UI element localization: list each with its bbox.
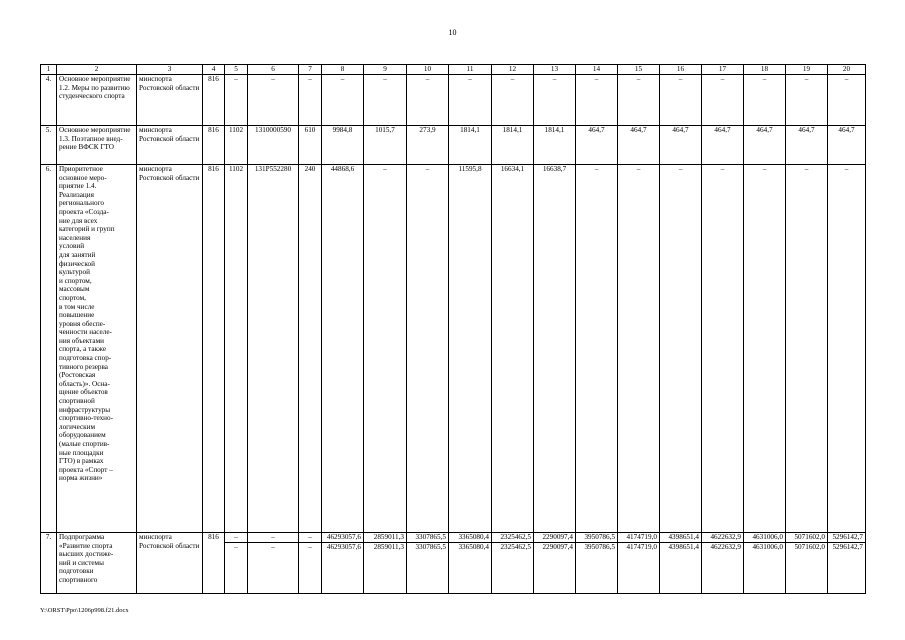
name-line: категорий и групп — [59, 225, 115, 234]
row-number: 4. — [41, 75, 57, 126]
value-cell: – — [322, 75, 364, 126]
page-number: 10 — [448, 28, 457, 37]
name-line: логическим — [59, 422, 96, 431]
column-header: 11 — [449, 65, 492, 75]
cell-vr: – — [299, 533, 322, 543]
value-cell: 4174719,0 — [618, 533, 660, 543]
value-cell: 2859011,3 — [364, 533, 407, 543]
name-line: щение объектов — [59, 388, 108, 397]
value-cell: 2325462,5 — [492, 533, 534, 543]
value-cell: – — [576, 165, 618, 533]
cell-grbs: 816 — [203, 165, 225, 533]
value-cell: – — [660, 75, 702, 126]
cell-csr: – — [248, 543, 299, 594]
value-cell: – — [702, 75, 744, 126]
cell-rzpr: 1102 — [225, 126, 248, 165]
name-line: ченности населе- — [59, 328, 112, 337]
value-cell: 2325462,5 — [492, 543, 534, 594]
name-line: ние для всех — [59, 216, 98, 225]
value-cell: – — [534, 75, 576, 126]
name-line: приятие 1.4. — [59, 182, 97, 191]
column-header: 6 — [248, 65, 299, 75]
cell-grbs: 816 — [203, 533, 225, 594]
value-cell: 464,7 — [576, 126, 618, 165]
column-header: 7 — [299, 65, 322, 75]
value-cell: 273,9 — [407, 126, 449, 165]
value-cell: – — [364, 165, 407, 533]
value-cell: 1814,1 — [492, 126, 534, 165]
name-line: область)». Осна- — [59, 379, 110, 388]
name-line: проекта «Спорт – — [59, 465, 113, 474]
name-line: культурой — [59, 268, 90, 277]
row-executor: минспорта Ростовской области — [137, 75, 203, 126]
table-row — [41, 533, 866, 543]
value-cell: 46293057,6 — [322, 543, 364, 594]
value-cell: 3307865,5 — [407, 543, 449, 594]
name-line: повышение — [59, 311, 95, 320]
row-name — [57, 533, 137, 594]
value-cell: – — [407, 165, 449, 533]
column-header: 19 — [786, 65, 828, 75]
value-cell: 16634,1 — [492, 165, 534, 533]
name-line: ний и системы — [59, 558, 104, 567]
name-line: спортивной — [59, 397, 95, 406]
cell-vr: 240 — [299, 165, 322, 533]
value-cell: 5071602,0 — [786, 533, 828, 543]
cell-grbs: 816 — [203, 126, 225, 165]
column-header: 8 — [322, 65, 364, 75]
row-number: 6. — [41, 165, 57, 533]
header-row — [41, 65, 866, 75]
value-cell: – — [364, 75, 407, 126]
cell-rzpr: – — [225, 543, 248, 594]
name-line: «Развитие спорта — [59, 541, 113, 550]
file-path-footer: Y:\ORST\Ppo\1206p998.f21.docx — [40, 607, 129, 614]
value-cell: 464,7 — [744, 126, 786, 165]
column-header: 14 — [576, 65, 618, 75]
program-table — [40, 64, 866, 594]
name-line: основное меро- — [59, 173, 107, 182]
value-cell: 5071602,0 — [786, 543, 828, 594]
value-cell: 4631006,0 — [744, 543, 786, 594]
value-cell: – — [828, 165, 866, 533]
column-header: 4 — [203, 65, 225, 75]
name-line: (Ростовская — [59, 371, 96, 380]
column-header: 2 — [57, 65, 137, 75]
value-cell: 2859011,3 — [364, 543, 407, 594]
name-line: массовым — [59, 285, 90, 294]
name-line: спортивного — [59, 575, 98, 584]
name-line: спортом, — [59, 293, 86, 302]
name-line: для занятий — [59, 250, 96, 259]
name-line: (малые спортив- — [59, 440, 110, 448]
column-header: 9 — [364, 65, 407, 75]
value-cell: 3950786,5 — [576, 543, 618, 594]
column-header: 3 — [137, 65, 203, 75]
column-header: 20 — [828, 65, 866, 75]
value-cell: – — [786, 165, 828, 533]
value-cell: 464,7 — [618, 126, 660, 165]
name-line: Реализация — [59, 190, 94, 199]
row-name — [57, 165, 137, 533]
value-cell: 464,7 — [828, 126, 866, 165]
name-line: ГТО) в рамках — [59, 457, 104, 466]
name-line: уровня обеспе- — [59, 319, 106, 328]
name-line: высших достиже- — [59, 550, 114, 559]
value-cell: – — [660, 165, 702, 533]
cell-csr: – — [248, 533, 299, 543]
row-name: Основное мероприятие 1.3. Поэтапное внед- рение ВФСК ГТО — [57, 126, 137, 165]
name-line: ные площадки — [59, 448, 104, 457]
cell-rzpr: – — [225, 533, 248, 543]
value-cell: 4174719,0 — [618, 543, 660, 594]
name-line: в том числе — [59, 302, 95, 311]
cell-vr: 610 — [299, 126, 322, 165]
row-number: 5. — [41, 126, 57, 165]
column-header: 1 — [41, 65, 57, 75]
row-executor: минспорта Ростовской области — [137, 126, 203, 165]
value-cell: – — [786, 75, 828, 126]
name-line: подготовка спор- — [59, 354, 112, 363]
row-executor: минспорта Ростовской области — [137, 165, 203, 533]
row-number: 7. — [41, 533, 57, 594]
column-header: 16 — [660, 65, 702, 75]
value-cell: 44868,6 — [322, 165, 364, 533]
name-line: проекта «Созда- — [59, 207, 109, 216]
cell-rzpr: – — [225, 75, 248, 126]
name-line: спортивно-техно- — [59, 414, 114, 423]
value-cell: 3365080,4 — [449, 543, 492, 594]
name-line: спорта, а также — [59, 345, 107, 354]
value-cell: 1814,1 — [449, 126, 492, 165]
value-cell: – — [702, 165, 744, 533]
cell-csr: 1310000590 — [248, 126, 299, 165]
value-cell: 11595,8 — [449, 165, 492, 533]
name-line: регионального — [59, 199, 104, 208]
value-cell: – — [744, 165, 786, 533]
value-cell: 464,7 — [660, 126, 702, 165]
name-line: Подпрограмма — [59, 533, 105, 541]
table-row — [41, 165, 866, 533]
cell-grbs: 816 — [203, 75, 225, 126]
value-cell: 4398651,4 — [660, 533, 702, 543]
value-cell: 1814,1 — [534, 126, 576, 165]
name-line: и спортом, — [59, 276, 92, 285]
value-cell: – — [618, 75, 660, 126]
value-cell: 3950786,5 — [576, 533, 618, 543]
table-row — [41, 126, 866, 165]
row-executor: минспорта Ростовской области — [137, 533, 203, 594]
value-cell: – — [407, 75, 449, 126]
value-cell: 46293057,6 — [322, 533, 364, 543]
column-header: 5 — [225, 65, 248, 75]
cell-vr: – — [299, 543, 322, 594]
column-header: 17 — [702, 65, 744, 75]
value-cell: 5296142,7 — [828, 543, 866, 594]
value-cell: 464,7 — [702, 126, 744, 165]
value-cell: 4631006,0 — [744, 533, 786, 543]
cell-csr: – — [248, 75, 299, 126]
value-cell: 9984,8 — [322, 126, 364, 165]
name-line: условий — [59, 242, 85, 251]
name-line: Приоритетное — [59, 165, 103, 173]
column-header: 12 — [492, 65, 534, 75]
value-cell: 3365080,4 — [449, 533, 492, 543]
column-header: 15 — [618, 65, 660, 75]
row-name: Основное мероприятие 1.2. Меры по развитию студенческого спорта — [57, 75, 137, 126]
value-cell: – — [449, 75, 492, 126]
name-line: норма жизни» — [59, 474, 103, 483]
column-header: 13 — [534, 65, 576, 75]
value-cell: – — [492, 75, 534, 126]
value-cell: 5296142,7 — [828, 533, 866, 543]
cell-rzpr: 1102 — [225, 165, 248, 533]
table-row — [41, 75, 866, 126]
value-cell: 2290097,4 — [534, 533, 576, 543]
column-header: 10 — [407, 65, 449, 75]
value-cell: 4622632,9 — [702, 533, 744, 543]
value-cell: 1015,7 — [364, 126, 407, 165]
column-header: 18 — [744, 65, 786, 75]
name-line: инфраструктуры — [59, 405, 111, 414]
value-cell: 3307865,5 — [407, 533, 449, 543]
name-line: ния объектами — [59, 336, 104, 345]
name-line: населения — [59, 233, 91, 242]
value-cell: – — [744, 75, 786, 126]
cell-vr: – — [299, 75, 322, 126]
value-cell: 16638,7 — [534, 165, 576, 533]
value-cell: 4398651,4 — [660, 543, 702, 594]
value-cell: – — [618, 165, 660, 533]
value-cell: – — [828, 75, 866, 126]
cell-csr: 131P552280 — [248, 165, 299, 533]
value-cell: 4622632,9 — [702, 543, 744, 594]
name-line: физической — [59, 259, 95, 268]
value-cell: – — [576, 75, 618, 126]
value-cell: 2290097,4 — [534, 543, 576, 594]
name-line: оборудованием — [59, 431, 106, 440]
name-line: тивного резерва — [59, 362, 108, 371]
name-line: подготовки — [59, 567, 94, 576]
value-cell: 464,7 — [786, 126, 828, 165]
